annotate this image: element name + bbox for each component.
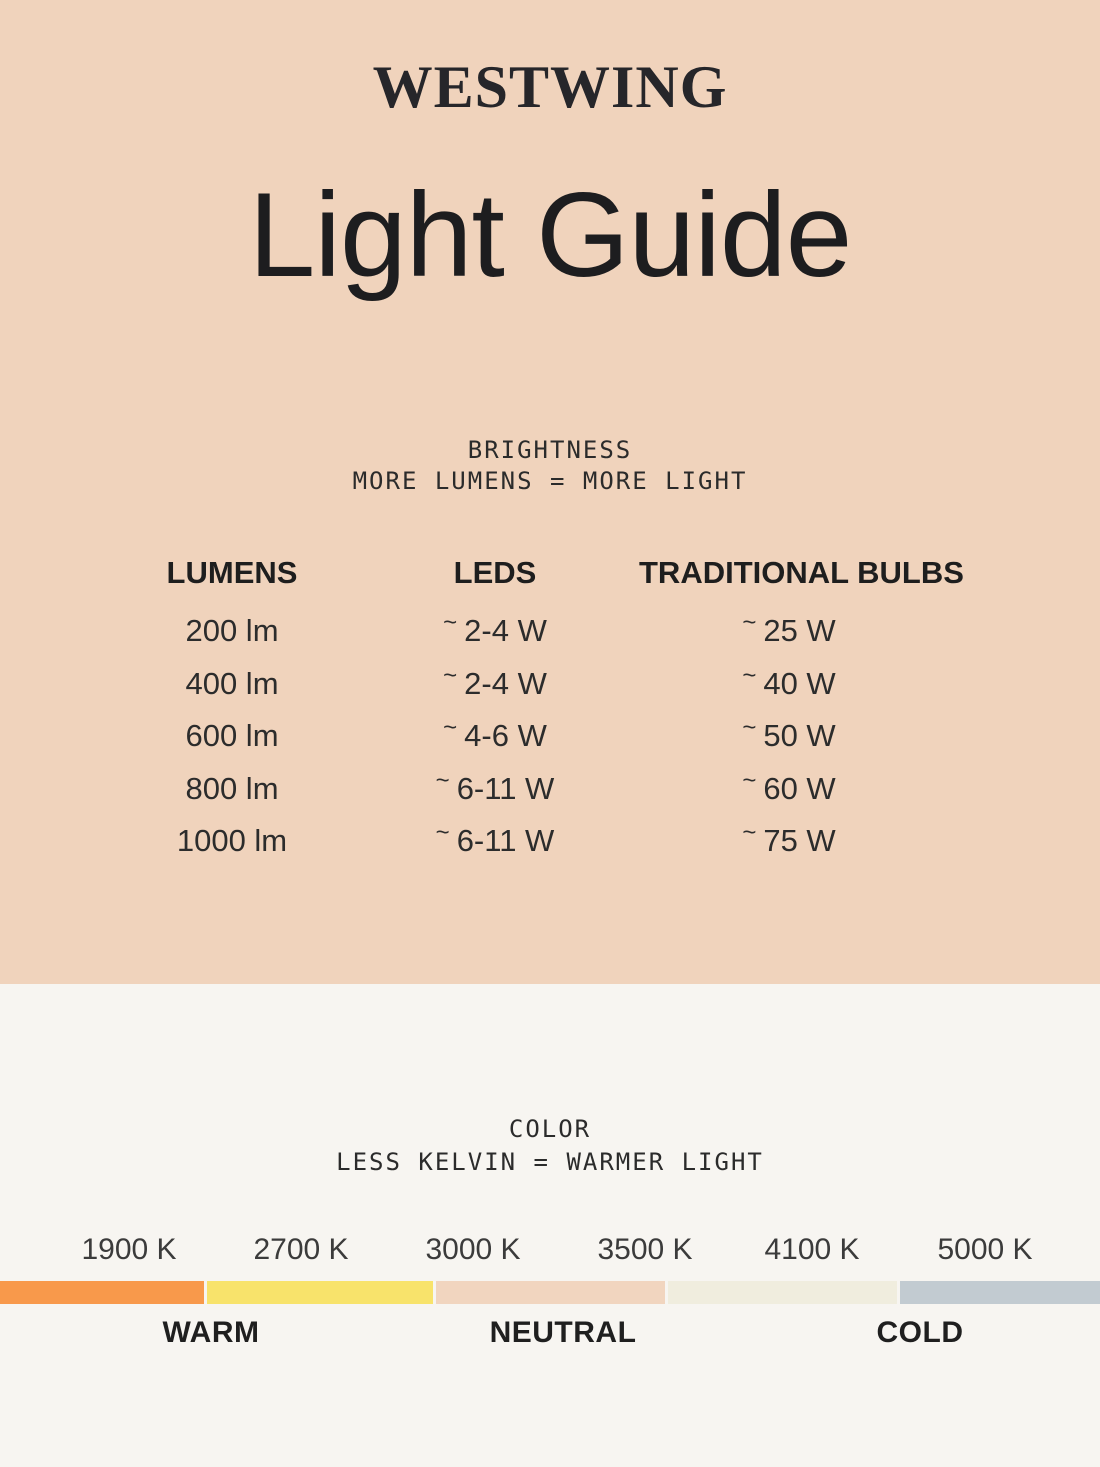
kelvin-labels-row [0, 1232, 1100, 1268]
bulbs-value: 50 W [763, 718, 836, 754]
brand-logo: WESTWING [372, 54, 728, 120]
color-heading: COLOR [508, 1115, 592, 1143]
temp-label-warm: WARM [162, 1316, 260, 1349]
leds-cell [345, 710, 645, 763]
leds-value: 6-11 W [456, 823, 555, 859]
approx-tilde: ~ [742, 714, 757, 742]
kelvin-label-1900: 1900 K [81, 1233, 177, 1266]
column-header-traditional-bulbs: TRADITIONAL BULBS [639, 555, 964, 590]
bulbs-cell [639, 763, 939, 816]
column-header-lumens: LUMENS [166, 555, 298, 590]
leds-value: 2-4 W [464, 613, 547, 649]
bulbs-cell [639, 815, 939, 868]
kelvin-label-3500: 3500 K [597, 1233, 693, 1266]
leds-cell [345, 658, 645, 711]
leds-cell [345, 605, 645, 658]
approx-tilde: ~ [443, 714, 458, 742]
bulbs-value: 75 W [763, 823, 836, 859]
kelvin-label-5000: 5000 K [937, 1233, 1033, 1266]
approx-tilde: ~ [443, 661, 458, 689]
leds-value: 6-11 W [456, 770, 555, 806]
brightness-subheading: MORE LUMENS = MORE LIGHT [352, 467, 748, 495]
bulbs-value: 60 W [763, 770, 836, 806]
page-title: Light Guide [248, 168, 852, 302]
lumens-cell: 600 lm [185, 718, 279, 754]
approx-tilde: ~ [742, 819, 757, 847]
lumens-cell: 1000 lm [176, 823, 288, 859]
lumens-column [82, 555, 382, 868]
approx-tilde: ~ [742, 766, 757, 794]
scale-segment-warm-orange [0, 1281, 204, 1304]
bulbs-cell [639, 605, 939, 658]
leds-cells [345, 605, 645, 868]
bulbs-cell [639, 710, 939, 763]
leds-cell [345, 763, 645, 816]
bulbs-value: 40 W [763, 665, 836, 701]
bulbs-value: 25 W [763, 613, 836, 649]
scale-segment-neutral-peach [436, 1281, 665, 1304]
traditional-bulbs-column [639, 555, 964, 868]
kelvin-label-3000: 3000 K [425, 1233, 521, 1266]
approx-tilde: ~ [443, 609, 458, 637]
temperature-labels-row [0, 1315, 1100, 1351]
lumens-cells [82, 605, 382, 868]
brightness-heading: BRIGHTNESS [467, 436, 633, 464]
leds-cell [345, 815, 645, 868]
approx-tilde: ~ [742, 609, 757, 637]
leds-value: 4-6 W [464, 718, 547, 754]
temp-label-cold: COLD [876, 1316, 964, 1349]
lumens-cell: 400 lm [185, 665, 279, 701]
approx-tilde: ~ [435, 819, 450, 847]
temp-label-neutral: NEUTRAL [489, 1316, 637, 1349]
leds-value: 2-4 W [464, 665, 547, 701]
kelvin-color-scale-bar [0, 1281, 1100, 1304]
scale-segment-neutral-cream [668, 1281, 897, 1304]
color-subheading: LESS KELVIN = WARMER LIGHT [336, 1148, 764, 1176]
scale-segment-cold-bluegray [900, 1281, 1100, 1304]
lumens-cell: 200 lm [185, 613, 279, 649]
color-section [0, 984, 1100, 1467]
scale-segment-warm-yellow [207, 1281, 433, 1304]
kelvin-label-4100: 4100 K [764, 1233, 860, 1266]
bulbs-cells [639, 605, 939, 868]
bulbs-cell [639, 658, 939, 711]
lumens-cell: 800 lm [185, 770, 279, 806]
column-header-leds: LEDS [453, 555, 537, 590]
kelvin-label-2700: 2700 K [253, 1233, 349, 1266]
approx-tilde: ~ [435, 766, 450, 794]
approx-tilde: ~ [742, 661, 757, 689]
leds-column [345, 555, 645, 868]
